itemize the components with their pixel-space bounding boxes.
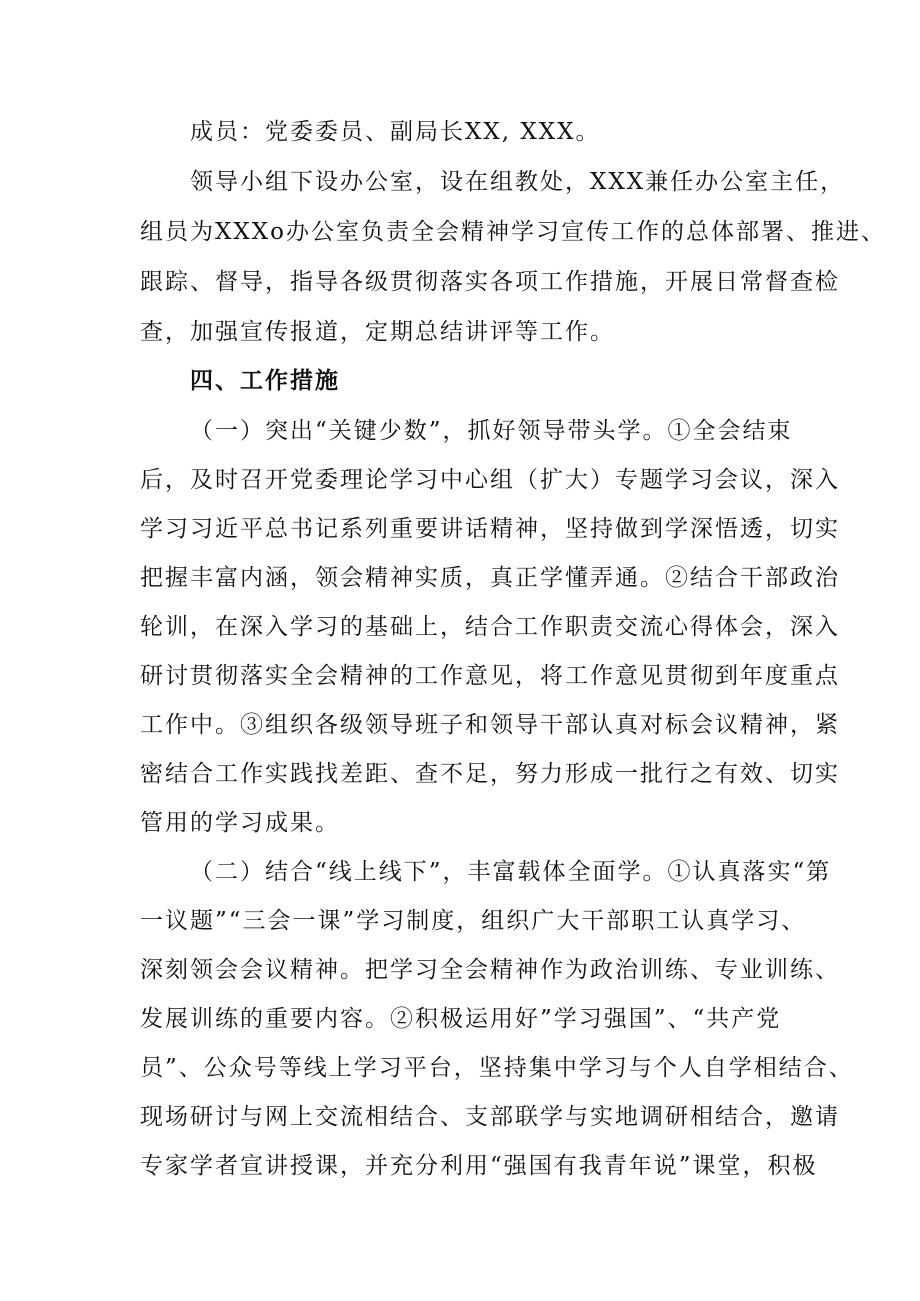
measure-one-line-9: 管用的学习成果。 bbox=[140, 810, 340, 836]
measure-one-line-5: 轮训，在深入学习的基础上，结合工作职责交流心得体会，深入 bbox=[140, 614, 840, 640]
office-paragraph-line-2: 组员为XXXo办公室负责全会精神学习宣传工作的总体部署、推进、 bbox=[140, 219, 886, 245]
office-paragraph-line-3: 跟踪、督导，指导各级贯彻落实各项工作措施，开展日常督查检 bbox=[140, 269, 840, 295]
measure-one-line-1: （一）突出“关键少数”，抓好领导带头学。①全会结束 bbox=[190, 418, 793, 444]
measure-two-line-1: （二）结合“线上线下”，丰富载体全面学。①认真落实“第 bbox=[190, 859, 832, 885]
measure-one-line-4: 把握丰富内涵，领会精神实质，真正学懂弄通。②结合干部政治 bbox=[140, 565, 840, 591]
measure-one-line-8: 密结合工作实践找差距、查不足，努力形成一批行之有效、切实 bbox=[140, 761, 840, 787]
members-line: 成员：党委委员、副局长XX, XXX。 bbox=[190, 119, 601, 145]
measure-two-line-2: 一议题”“三会一课”学习制度，组织广大干部职工认真学习、 bbox=[140, 908, 807, 934]
measure-two-line-7: 专家学者宣讲授课，并充分利用“强国有我青年说”课堂，积极 bbox=[140, 1153, 818, 1179]
measure-two-line-6: 现场研讨与网上交流相结合、支部联学与实地调研相结合，邀请 bbox=[140, 1104, 840, 1130]
measure-two-line-3: 深刻领会会议精神。把学习全会精神作为政治训练、专业训练、 bbox=[140, 957, 840, 983]
measure-two-line-5: 员”、公众号等线上学习平台，坚持集中学习与个人自学相结合、 bbox=[140, 1055, 854, 1081]
office-paragraph-line-1: 领导小组下设办公室，设在组教处，XXX兼任办公室主任， bbox=[190, 169, 846, 195]
office-paragraph-line-4: 查，加强宣传报道，定期总结讲评等工作。 bbox=[140, 319, 615, 345]
section-heading: 四、工作措施 bbox=[190, 368, 340, 394]
measure-one-line-7: 工作中。③组织各级领导班子和领导干部认真对标会议精神，紧 bbox=[140, 712, 840, 738]
measure-one-line-2: 后，及时召开党委理论学习中心组（扩大）专题学习会议，深入 bbox=[140, 467, 840, 493]
measure-one-line-6: 研讨贯彻落实全会精神的工作意见，将工作意见贯彻到年度重点 bbox=[140, 663, 840, 689]
measure-two-line-4: 发展训练的重要内容。②积极运用好”学习强国”、“共产党 bbox=[140, 1006, 782, 1032]
measure-one-line-3: 学习习近平总书记系列重要讲话精神，坚持做到学深悟透，切实 bbox=[140, 516, 840, 542]
